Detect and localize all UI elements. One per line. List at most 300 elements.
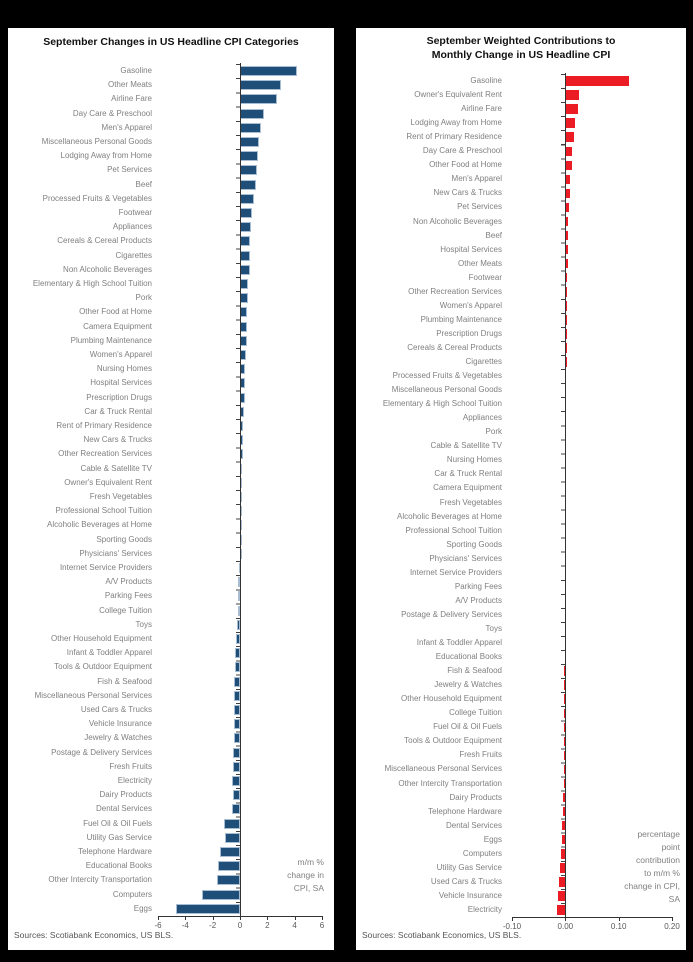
chart-row [8,490,334,504]
x-axis-tick [158,916,159,920]
chart-row [8,817,334,831]
category-label: Non Alcoholic Beverages [413,216,502,226]
chart-row [8,249,334,263]
chart-row [8,788,334,802]
chart-row [8,589,334,603]
category-label: A/V Products [455,595,502,605]
chart-row [356,791,686,805]
chart-row [356,74,686,88]
chart-row [356,566,686,580]
category-label: Other Household Equipment [51,634,152,643]
x-axis-tick [672,917,673,921]
category-label: Tools & Outdoor Equipment [54,662,152,672]
category-label: Beef [135,179,152,189]
category-label: Cigarettes [465,357,502,366]
chart-row [356,861,686,875]
category-label: Other Household Equipment [401,694,502,704]
x-axis-tick-label: 0.00 [557,922,574,931]
chart-row [356,158,686,172]
category-label: Day Care & Preschool [422,146,502,156]
category-label: Miscellaneous Personal Goods [391,385,502,395]
bar [240,137,259,147]
chart-row [8,78,334,92]
category-label: Infant & Toddler Apparel [66,648,152,658]
bar [565,76,629,86]
x-axis-tick-label: 0.20 [664,922,680,931]
chart-row [8,774,334,788]
bar [202,890,240,900]
chart-row [356,453,686,467]
right-chart-source: Sources: Scotiabank Economics, US BLS. [362,930,522,940]
chart-row [356,102,686,116]
category-label: Gasoline [120,66,152,75]
category-label: Owner's Equivalent Rent [414,90,502,100]
category-label: Physicians' Services [79,548,152,558]
category-label: Other Meats [107,80,152,90]
bar [240,222,251,232]
right-chart-panel [356,28,686,950]
chart-row [356,847,686,861]
category-label: Processed Fruits & Vegetables [42,193,152,203]
category-label: Processed Fruits & Vegetables [392,371,502,381]
category-label: Car & Truck Rental [434,469,502,479]
bar [240,279,248,289]
category-label: Fish & Seafood [447,666,502,676]
category-label: Used Cars & Trucks [80,705,152,714]
category-label: Lodging Away from Home [60,151,152,161]
chart-row [8,149,334,163]
chart-row [356,341,686,355]
chart-row [8,277,334,291]
category-label: Alcoholic Beverages at Home [397,511,502,521]
category-label: New Cars & Trucks [433,188,502,198]
chart-row [356,130,686,144]
chart-row [8,206,334,220]
chart-row [356,510,686,524]
bar [240,165,257,175]
category-label: Educational Books [85,861,152,871]
left-chart-source: Sources: Scotiabank Economics, US BLS. [14,930,174,940]
bar [565,90,579,100]
left-chart-title-line: September Changes in US Headline CPI Categories [43,36,299,48]
category-label: Pet Services [457,202,502,212]
x-axis-tick-label: -2 [209,921,217,930]
chart-row [8,92,334,106]
category-label: Plumbing Maintenance [420,314,502,324]
chart-row [8,731,334,745]
chart-row [8,405,334,419]
category-label: Miscellaneous Personal Goods [41,137,152,146]
right-chart-annotation: percentage point contribution to m/m % change in CPI, SA [624,829,680,904]
bar [240,94,277,104]
chart-row [8,192,334,206]
category-label: Day Care & Preschool [72,108,152,118]
category-label: Fresh Fruits [459,750,502,760]
category-label: Utility Gas Service [436,862,502,872]
category-label: Footwear [118,208,152,217]
category-tick-marks [236,64,240,917]
chart-row [8,717,334,731]
category-label: Plumbing Maintenance [70,335,152,345]
chart-row [8,689,334,703]
chart-row [8,518,334,532]
chart-row [356,88,686,102]
category-label: Elementary & High School Tuition [32,279,152,288]
category-label: Owner's Equivalent Rent [64,477,152,487]
chart-row [356,369,686,383]
chart-row [8,334,334,348]
x-axis-tick [512,917,513,921]
x-axis-tick [322,916,323,920]
left-chart-annotation: m/m % change in CPI, SA [287,857,324,893]
x-axis-tick-label: 2 [265,921,270,930]
category-label: Fuel Oil & Oil Fuels [433,722,502,732]
chart-row [8,632,334,646]
category-label: Vehicle Insurance [88,719,152,729]
chart-row [8,660,334,674]
chart-row [8,504,334,518]
chart-row [8,902,334,916]
chart-row [356,875,686,889]
bar [240,123,261,133]
chart-row [356,805,686,819]
right-chart-title-line1: September Weighted Contributions to [426,35,616,47]
bar [240,180,256,190]
category-label: Fresh Vegetables [89,492,152,501]
bar [240,236,250,246]
x-axis-tick [295,916,296,920]
chart-row [8,433,334,447]
x-axis-line [512,917,672,918]
chart-row [356,664,686,678]
chart-row [8,845,334,859]
category-tick-marks [561,74,565,918]
chart-row [8,561,334,575]
category-label: Postage & Delivery Services [401,609,502,619]
category-label: Nursing Homes [96,364,152,374]
category-label: Appliances [462,413,502,423]
chart-row [8,178,334,192]
bar [240,265,250,275]
chart-row [356,313,686,327]
chart-row [356,650,686,664]
category-label: Rent of Primary Residence [406,132,502,142]
bar [240,151,258,161]
category-label: Jewelry & Watches [84,733,152,743]
category-label: Fresh Fruits [109,761,152,771]
chart-row [356,706,686,720]
category-label: Infant & Toddler Apparel [416,638,502,647]
bar [565,104,578,114]
category-label: Other Food at Home [79,307,152,317]
chart-row [8,675,334,689]
category-label: Fish & Seafood [97,676,152,686]
chart-row [356,411,686,425]
category-label: Footwear [468,272,502,282]
chart-row [8,362,334,376]
x-axis-tick [213,916,214,920]
category-label: Men's Apparel [451,174,502,184]
chart-row [8,646,334,660]
category-label: Computers [462,848,502,858]
x-axis-tick [565,917,566,921]
bar [240,194,254,204]
chart-row [8,263,334,277]
chart-row [356,496,686,510]
category-label: Prescription Drugs [86,392,152,402]
category-label: Eggs [133,903,152,913]
category-label: Cable & Satellite TV [80,463,152,473]
chart-row [356,481,686,495]
category-label: College Tuition [99,605,152,615]
category-label: Toys [485,623,502,633]
category-label: Utility Gas Service [86,832,152,842]
chart-row [8,888,334,902]
category-label: A/V Products [105,577,152,587]
chart-row [356,552,686,566]
category-label: Sporting Goods [96,534,152,544]
x-axis-tick [185,916,186,920]
chart-row [8,604,334,618]
category-label: Car & Truck Rental [84,406,152,416]
x-axis-tick [267,916,268,920]
chart-row [356,594,686,608]
chart-row [8,547,334,561]
chart-row [356,229,686,243]
category-label: Educational Books [435,652,502,662]
bar [240,66,297,76]
chart-row [356,215,686,229]
x-axis-tick-label: -4 [181,921,189,930]
chart-row [8,873,334,887]
category-label: Pet Services [107,165,152,175]
category-label: Electricity [467,904,502,914]
zero-axis-line [240,63,241,916]
category-label: Hospital Services [440,244,502,254]
chart-row [8,305,334,319]
category-label: Pork [135,293,152,303]
chart-row [8,760,334,774]
x-axis-tick [619,917,620,921]
category-label: Cigarettes [115,250,152,260]
category-label: Rent of Primary Residence [56,421,152,430]
category-label: New Cars & Trucks [83,435,152,445]
category-label: Cereals & Cereal Products [407,342,502,352]
category-label: Non Alcoholic Beverages [63,264,152,274]
chart-row [8,802,334,816]
category-label: Men's Apparel [101,122,152,132]
category-label: Internet Service Providers [409,567,502,577]
right-chart-title-line2: Monthly Change in US Headline CPI [431,48,611,61]
x-axis-tick-label: 4 [292,921,297,930]
chart-row [356,819,686,833]
x-axis-tick [240,916,241,920]
category-label: Parking Fees [104,591,152,601]
chart-row [8,447,334,461]
category-label: College Tuition [449,708,502,718]
x-axis-tick-label: 0.10 [610,922,627,931]
category-label: Other Intercity Transportation [398,778,502,788]
category-label: Other Intercity Transportation [48,875,152,885]
chart-row [356,327,686,341]
bar [240,251,250,261]
category-label: Telephone Hardware [78,847,152,856]
category-label: Electricity [117,776,152,785]
bar [176,904,240,914]
category-label: Vehicle Insurance [438,890,502,900]
chart-row [8,220,334,234]
category-label: Postage & Delivery Services [51,747,152,757]
chart-row [356,186,686,200]
category-label: Other Recreation Services [408,286,502,296]
chart-row [8,376,334,390]
category-label: Telephone Hardware [428,806,502,816]
category-label: Internet Service Providers [59,563,152,572]
chart-row [356,200,686,214]
chart-row [356,299,686,313]
chart-row [356,538,686,552]
zero-axis-line [565,73,566,917]
chart-row [8,320,334,334]
category-label: Appliances [112,222,152,232]
category-label: Jewelry & Watches [434,680,502,690]
category-label: Fuel Oil & Oil Fuels [83,818,152,828]
category-label: Fresh Vegetables [439,497,502,507]
chart-row [8,703,334,717]
bar [240,80,281,90]
chart-row [356,257,686,271]
bar-rows [356,74,686,917]
chart-row [356,903,686,917]
left-chart-title [8,36,334,50]
chart-row [8,533,334,547]
category-label: Professional School Tuition [405,525,502,535]
bar [565,118,575,128]
chart-row [356,608,686,622]
chart-row [356,397,686,411]
category-label: Professional School Tuition [55,506,152,516]
category-label: Eggs [483,834,502,844]
category-label: Tools & Outdoor Equipment [404,736,502,746]
category-label: Lodging Away from Home [410,118,502,128]
chart-row [356,678,686,692]
chart-row [8,391,334,405]
category-label: Miscellaneous Personal Services [384,764,502,774]
bar-rows [8,64,334,916]
left-chart-panel [8,28,334,950]
category-label: Other Food at Home [429,160,502,170]
chart-row [356,524,686,538]
chart-row [8,618,334,632]
bar [240,336,247,346]
category-label: Women's Apparel [439,300,502,310]
chart-row [356,580,686,594]
chart-row [8,462,334,476]
chart-row [356,762,686,776]
category-label: Other Recreation Services [58,449,152,459]
chart-row [356,467,686,481]
chart-row [356,172,686,186]
chart-row [8,135,334,149]
chart-row [356,636,686,650]
category-label: Computers [112,889,152,899]
chart-row [8,746,334,760]
category-label: Toys [135,619,152,629]
chart-row [8,859,334,873]
chart-row [8,419,334,433]
chart-row [8,348,334,362]
category-label: Sporting Goods [446,539,502,549]
category-label: Hospital Services [90,378,152,388]
category-label: Alcoholic Beverages at Home [47,520,152,530]
chart-row [356,734,686,748]
x-axis-tick-label: 0 [237,921,243,930]
category-label: Airline Fare [461,104,502,114]
category-label: Pork [485,427,502,437]
bar [565,147,572,157]
chart-row [8,121,334,135]
bar [240,109,264,119]
category-label: Camera Equipment [433,483,502,493]
bar [565,132,574,142]
chart-row [356,720,686,734]
chart-row [356,748,686,762]
category-label: Cereals & Cereal Products [57,236,152,246]
chart-row [356,777,686,791]
chart-row [8,831,334,845]
bar [240,307,247,317]
chart-row [356,355,686,369]
chart-row [356,692,686,706]
chart-row [356,116,686,130]
category-label: Dairy Products [449,792,502,802]
category-label: Elementary & High School Tuition [382,399,502,409]
category-label: Beef [485,230,502,240]
category-label: Dairy Products [99,790,152,800]
category-label: Dental Services [445,820,502,830]
category-label: Cable & Satellite TV [430,441,502,451]
category-label: Used Cars & Trucks [430,876,502,886]
chart-row [356,833,686,847]
chart-row [8,291,334,305]
category-label: Physicians' Services [429,553,502,563]
chart-row [356,271,686,285]
category-label: Miscellaneous Personal Services [34,690,152,700]
category-label: Nursing Homes [446,455,502,465]
chart-row [356,622,686,636]
bar [240,208,252,218]
chart-row [8,575,334,589]
chart-row [356,889,686,903]
category-label: Camera Equipment [83,321,152,331]
category-label: Dental Services [95,804,152,814]
chart-row [356,425,686,439]
right-chart-title [356,35,686,62]
chart-row [8,476,334,490]
category-label: Airline Fare [111,94,152,104]
x-axis-tick-label: -6 [154,921,162,930]
x-axis-tick-label: -0.10 [502,922,522,931]
chart-row [356,243,686,257]
chart-row [8,234,334,248]
chart-row [356,144,686,158]
category-label: Prescription Drugs [436,328,502,338]
category-label: Parking Fees [454,581,502,591]
chart-row [356,285,686,299]
bar [240,293,248,303]
category-label: Gasoline [470,76,502,85]
chart-row [8,107,334,121]
